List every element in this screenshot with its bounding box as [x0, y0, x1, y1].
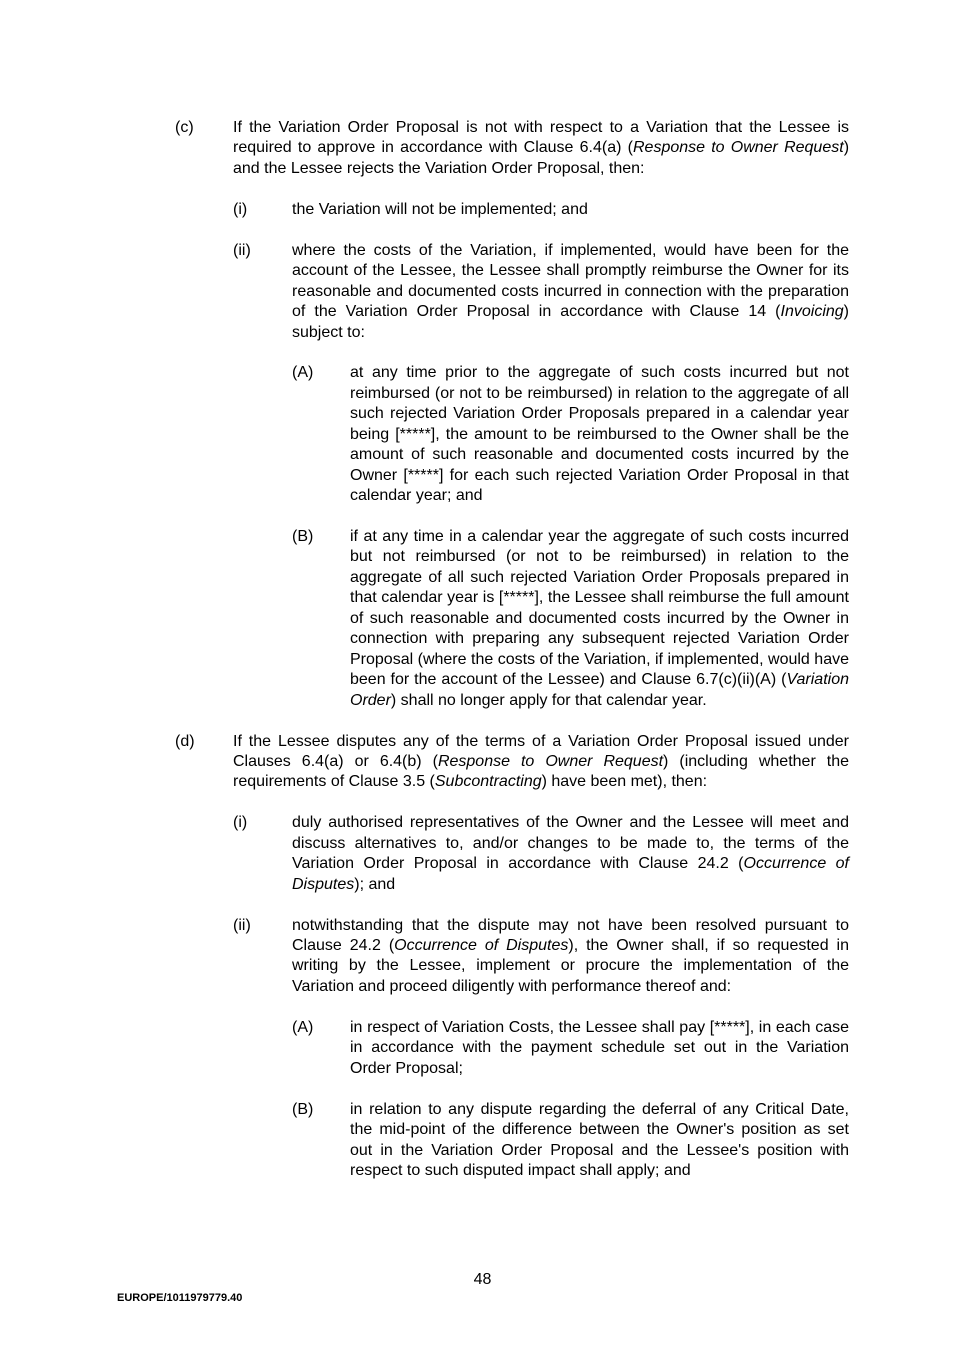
clause-text	[292, 241, 849, 343]
clause-paragraph	[175, 363, 849, 506]
text-segment: ) (including whether the requirements of Clause 3.5 (	[233, 752, 850, 791]
clause-text	[350, 1100, 849, 1182]
clause-paragraph	[175, 1018, 849, 1079]
clause-label: (A)	[292, 1018, 314, 1036]
clause-label: (B)	[292, 1100, 314, 1118]
clause-label: (ii)	[233, 916, 251, 934]
text-segment: If the Lessee disputes any of the terms of a Variation Order Proposal issued under Clauses 6.4(a) or 6.4(b) (	[233, 732, 849, 770]
defined-term-reference: Variation Order	[350, 671, 849, 709]
clause-label: (c)	[175, 119, 194, 136]
clause-paragraph	[175, 732, 849, 793]
text-segment: in respect of Variation Costs, the Lessee shall pay [*****], in each case in accordance with the payment schedule set out in the Variation Order Proposal;	[350, 1018, 849, 1077]
clause-label: (i)	[233, 200, 248, 218]
text-segment: ) shall no longer apply for that calendar year.	[390, 691, 707, 709]
text-segment: at any time prior to the aggregate of such costs incurred but not reimbursed (or not to be reimbursed) in relation to the aggregate of all such rejected Variation Order Proposals prepared in a calendar year being [*****], the amount to be reimbursed to the Owner shall be the amount of such reasonable and documented costs incurred by the Owner [*****] for each such rejected Variation Order Proposal in that calendar year; and	[350, 364, 849, 505]
clause-label: (B)	[292, 528, 314, 545]
text-segment: in relation to any dispute regarding the deferral of any Critical Date, the mid-point of the difference between the Owner's position as set out in the Variation Order Proposal and the Lessee's position with respect to such disputed impact shall apply; and	[350, 1100, 849, 1179]
text-segment: ), the Owner shall, if so requested in writing by the Lessee, implement or procure the implementation of the Variation and proceed diligently with performance thereof and:	[292, 937, 849, 995]
clause-text	[233, 732, 849, 793]
text-segment: the Variation will not be implemented; and	[292, 200, 588, 218]
clause-label: (i)	[233, 814, 248, 832]
text-segment: notwithstanding that the dispute may not have been resolved pursuant to Clause 24.2 (	[292, 916, 849, 955]
text-segment: ) and the Lessee rejects the Variation Order Proposal, then:	[233, 139, 850, 177]
clause-text	[292, 813, 849, 895]
clause-text	[350, 363, 849, 506]
defined-term-reference: Response to Owner Request	[632, 139, 844, 157]
text-segment: ) have been met), then:	[541, 773, 708, 791]
text-segment: If the Variation Order Proposal is not with respect to a Variation that the Lessee is required to approve in accordance with Clause 6.4(a) (	[233, 119, 849, 157]
document-body	[175, 118, 849, 1202]
text-segment: where the costs of the Variation, if implemented, would have been for the account of the Lessee, the Lessee shall promptly reimburse the Owner for its reasonable and documented costs incurred in connection with the preparation of the Variation Order Proposal in accordance with Clause 14 (	[292, 241, 849, 321]
defined-term-reference: Invoicing	[780, 303, 844, 321]
text-segment: duly authorised representatives of the Owner and the Lessee will meet and discuss alternatives to, and/or changes to be made to, the terms of the Variation Order Proposal in accordance with Clause 24.2 (	[292, 814, 849, 873]
defined-term-reference: Occurrence of Disputes	[394, 937, 569, 955]
footer-document-reference: EUROPE/1011979779.40	[117, 1292, 243, 1304]
clause-label: (A)	[292, 364, 314, 382]
text-segment: ) subject to:	[292, 303, 849, 341]
clause-paragraph	[175, 241, 849, 343]
text-segment: ); and	[354, 875, 396, 893]
clause-text	[350, 1018, 849, 1079]
clause-label: (d)	[175, 732, 195, 750]
clause-paragraph	[175, 200, 849, 220]
defined-term-reference: Response to Owner Request	[437, 752, 664, 770]
clause-paragraph	[175, 527, 849, 711]
page-number: 48	[473, 1271, 492, 1288]
clause-text	[233, 118, 849, 179]
clause-text	[292, 916, 849, 998]
clause-paragraph	[175, 118, 849, 179]
clause-paragraph	[175, 813, 849, 895]
text-segment: if at any time in a calendar year the aggregate of such costs incurred but not reimbursed (or not to be reimbursed) in relation to the aggregate of all such rejected Variation Order Proposals prepared in that calendar year is [*****], the Lessee shall reimburse the full amount of such reasonable and documented costs incurred by the Owner in connection with preparing any subsequent rejected Variation Order Proposal (where the costs of the Variation, if implemented, would have been for the account of the Lessee) and Clause 6.7(c)(ii)(A) (	[350, 528, 849, 689]
clause-text	[350, 527, 849, 711]
defined-term-reference: Subcontracting	[434, 773, 542, 791]
clause-paragraph	[175, 1100, 849, 1182]
clause-label: (ii)	[233, 241, 251, 259]
clause-paragraph	[175, 916, 849, 998]
defined-term-reference: Occurrence of Disputes	[292, 855, 850, 893]
clause-text	[292, 200, 849, 220]
